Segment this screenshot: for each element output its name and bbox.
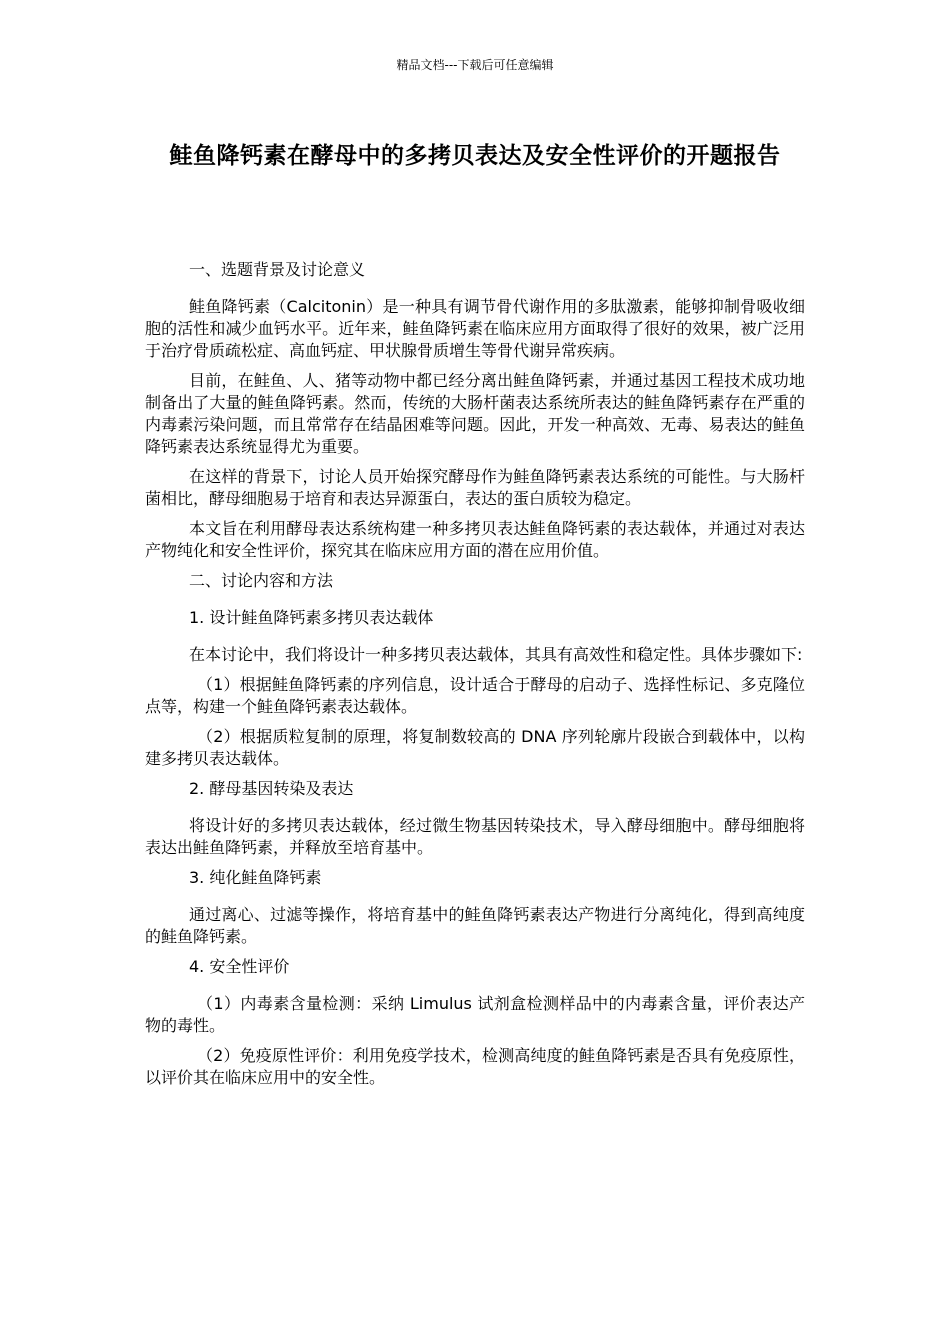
- paragraph-calcitonin-intro: 鲑鱼降钙素（Calcitonin）是一种具有调节骨代谢作用的多肽激素，能够抑制骨吸收细胞的活性和减少血钙水平。近年来，鲑鱼降钙素在临床应用方面取得了很好的效果，被广泛用于治疗骨质疏松症、高血钙症、甲状腺骨质增生等骨代谢异常疾病。: [145, 297, 805, 360]
- paragraph-current-status: 目前，在鲑鱼、人、猪等动物中都已经分离出鲑鱼降钙素，并通过基因工程技术成功地制备出了大量的鲑鱼降钙素。然而，传统的大肠杆菌表达系统所表达的鲑鱼降钙素存在严重的内毒素污染问题，而且常常存在结晶困难等问题。因此，开发一种高效、无毒、易表达的鲑鱼降钙素表达系统显得尤为重要。: [145, 371, 805, 456]
- paragraph-transfection: 将设计好的多拷贝表达载体，经过微生物基因转染技术，导入酵母细胞中。酵母细胞将表达出鲑鱼降钙素，并释放至培育基中。: [145, 816, 805, 857]
- subsection-heading-purification: 3. 纯化鲑鱼降钙素: [189, 868, 322, 887]
- list-item-endotoxin-test: （1）内毒素含量检测：采纳 Limulus 试剂盒检测样品中的内毒素含量，评价表达产物的毒性。: [145, 994, 805, 1035]
- document-body: [145, 259, 805, 1097]
- section-heading-background: 一、选题背景及讨论意义: [189, 260, 366, 279]
- list-item-vector-step-2: （2）根据质粒复制的原理，将复制数较高的 DNA 序列轮廓片段嵌合到载体中，以构建多拷贝表达载体。: [145, 727, 805, 768]
- subsection-heading-vector-design: 1. 设计鲑鱼降钙素多拷贝表达载体: [189, 608, 434, 627]
- paragraph-purification: 通过离心、过滤等操作，将培育基中的鲑鱼降钙素表达产物进行分离纯化，得到高纯度的鲑鱼降钙素。: [145, 905, 805, 946]
- list-item-vector-step-1: （1）根据鲑鱼降钙素的序列信息，设计适合于酵母的启动子、选择性标记、多克隆位点等，构建一个鲑鱼降钙素表达载体。: [145, 675, 805, 716]
- document-title: 鲑鱼降钙素在酵母中的多拷贝表达及安全性评价的开题报告: [169, 143, 781, 169]
- subsection-heading-safety: 4. 安全性评价: [189, 957, 290, 976]
- page-header: 精品文档---下载后可任意编辑: [396, 58, 554, 72]
- section-heading-methods: 二、讨论内容和方法: [189, 571, 334, 590]
- paragraph-yeast-background: 在这样的背景下，讨论人员开始探究酵母作为鲑鱼降钙素表达系统的可能性。与大肠杆菌相比，酵母细胞易于培育和表达异源蛋白，表达的蛋白质较为稳定。: [145, 467, 805, 508]
- paragraph-aim: 本文旨在利用酵母表达系统构建一种多拷贝表达鲑鱼降钙素的表达载体，并通过对表达产物纯化和安全性评价，探究其在临床应用方面的潜在应用价值。: [145, 519, 805, 560]
- list-item-immunogenicity-test: （2）免疫原性评价：利用免疫学技术，检测高纯度的鲑鱼降钙素是否具有免疫原性，以评价其在临床应用中的安全性。: [145, 1046, 805, 1087]
- paragraph-vector-design: 在本讨论中，我们将设计一种多拷贝表达载体，其具有高效性和稳定性。具体步骤如下:: [189, 645, 803, 664]
- subsection-heading-transfection: 2. 酵母基因转染及表达: [189, 779, 354, 798]
